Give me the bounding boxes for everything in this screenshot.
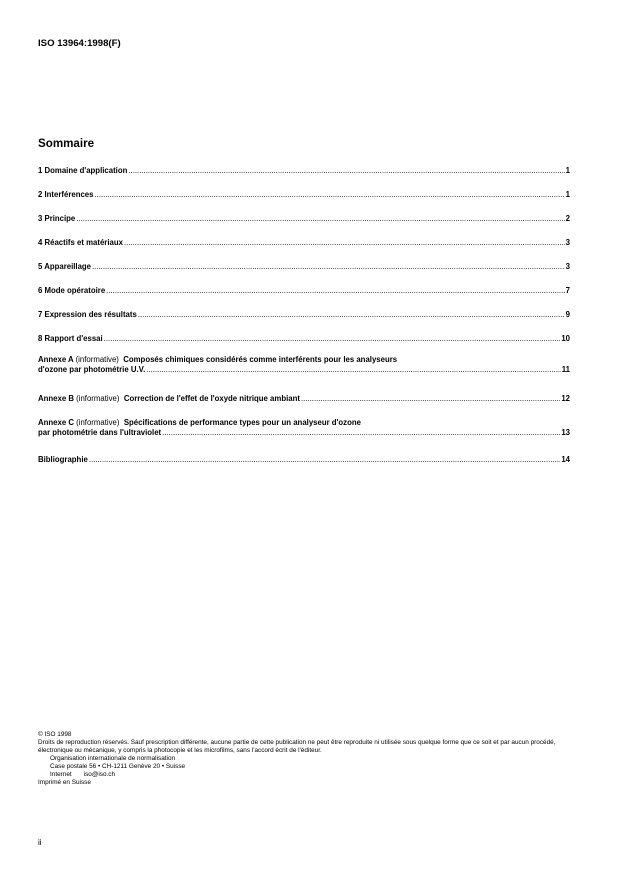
toc-entry-interferences[interactable] (38, 190, 570, 200)
internet-label: Internet (50, 771, 72, 778)
toc-entry-title-continued: par photométrie dans l'ultraviolet (38, 428, 162, 437)
annex-type: (informative) (76, 394, 120, 403)
annex-type: (informative) (76, 418, 120, 427)
toc-page-number: 11 (561, 365, 570, 374)
toc-entry-procedure[interactable] (38, 286, 570, 296)
toc-entry-title: 3 Principe (38, 214, 76, 223)
organization-name: Organisation internationale de normalisation (50, 755, 176, 762)
toc-page-number: 7 (565, 286, 570, 295)
annex-label: Annexe B (38, 394, 74, 403)
toc-page-number: 3 (565, 238, 570, 247)
toc-leader-dots (104, 334, 561, 344)
toc-entry-title: 1 Domaine d'application (38, 166, 128, 175)
toc-entry-title: 4 Réactifs et matériaux (38, 238, 123, 247)
toc-entry-apparatus[interactable] (38, 262, 570, 272)
toc-leader-dots (138, 310, 565, 320)
annex-type: (informative) (75, 355, 119, 364)
toc-leader-dots (162, 428, 560, 438)
printed-in: Imprimé en Suisse (38, 779, 91, 786)
toc-entry-title: 5 Appareillage (38, 262, 92, 271)
toc-entry-reagents[interactable] (38, 238, 570, 248)
toc-page-number: 1 (565, 190, 570, 199)
toc-page-number: 9 (565, 310, 570, 319)
postal-address: Case postale 56 • CH-1211 Genève 20 • Suisse (50, 763, 186, 770)
toc-entry-title: 7 Expression des résultats (38, 310, 137, 319)
annex-label: Annexe A (38, 355, 74, 364)
toc-entry-bibliography[interactable] (38, 455, 570, 465)
toc-entry-annex-a[interactable] (38, 355, 570, 375)
toc-leader-dots (94, 190, 564, 200)
internet-contact (38, 771, 583, 779)
annex-label: Annexe C (38, 418, 74, 427)
toc-entry-title: 8 Rapport d'essai (38, 334, 103, 343)
toc-entry-title: Spécifications de performance types pour un analyseur d'ozone (123, 418, 361, 427)
toc-leader-dots (301, 394, 560, 404)
toc-entry-title: 6 Mode opératoire (38, 286, 106, 295)
toc-entry-results[interactable] (38, 310, 570, 320)
toc-entry-title: Bibliographie (38, 455, 88, 464)
toc-page-number: 2 (565, 214, 570, 223)
document-header: ISO 13964:1998(F) (38, 38, 121, 49)
toc-leader-dots (106, 286, 565, 296)
toc-leader-dots (92, 262, 565, 272)
toc-entry-title: Composés chimiques considérés comme interférents pour les analyseurs (123, 355, 398, 364)
toc-entry-title: 2 Interférences (38, 190, 94, 199)
page-number: ii (38, 838, 42, 847)
toc-leader-dots (76, 214, 564, 224)
toc-leader-dots (124, 238, 565, 248)
copyright-notice (38, 731, 583, 787)
internet-email[interactable]: iso@iso.ch (83, 771, 116, 778)
toc-entry-principle[interactable] (38, 214, 570, 224)
rights-statement: Droits de reproduction réservés. Sauf prescription différente, aucune partie de cette publication ne peut être reproduite ni utilisée sous quelque forme que ce soit et par aucun procédé, électronique ou mécanique, y compris la photocopie et les microfilms, sans l'accord écrit de l'éditeur. (38, 739, 556, 754)
toc-leader-dots (146, 365, 560, 375)
toc-page-number: 1 (565, 166, 570, 175)
toc-leader-dots (89, 455, 560, 465)
toc-entry-annex-c[interactable] (38, 418, 570, 438)
toc-entry-test-report[interactable] (38, 334, 570, 344)
toc-entry-title: Correction de l'effet de l'oxyde nitrique ambiant (123, 394, 300, 403)
toc-page-number: 13 (561, 428, 570, 437)
copyright-line: © ISO 1998 (38, 731, 72, 738)
toc-page-number: 3 (565, 262, 570, 271)
toc-heading: Sommaire (38, 137, 95, 150)
toc-page-number: 12 (561, 394, 570, 403)
toc-page-number: 14 (561, 455, 570, 464)
toc-page-number: 10 (561, 334, 570, 343)
toc-entry-scope[interactable] (38, 166, 570, 176)
toc-entry-title-continued: d'ozone par photométrie U.V. (38, 365, 146, 374)
toc-entry-annex-b[interactable] (38, 394, 570, 404)
toc-leader-dots (128, 166, 564, 176)
